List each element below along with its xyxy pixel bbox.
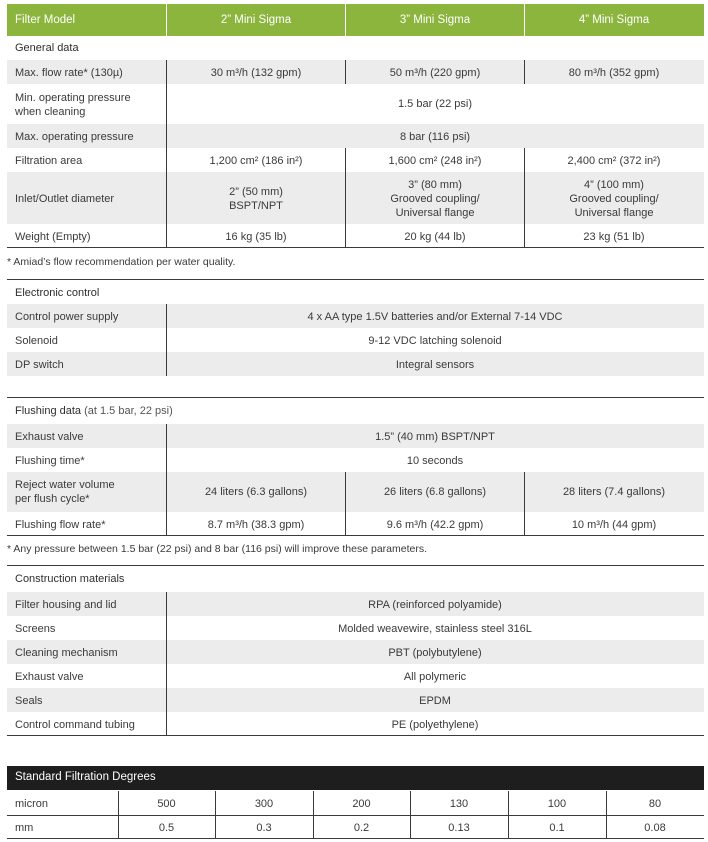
- cell-mm: 0.13: [448, 822, 470, 834]
- table-row-power: [7, 304, 704, 328]
- cell-2inch: 16 kg (35 lb): [225, 231, 287, 243]
- cell-2inch: 24 liters (6.3 gallons): [204, 486, 308, 498]
- cell-2inch: 30 m³/h (132 gpm): [210, 67, 302, 79]
- section-title-general: General data: [15, 42, 79, 54]
- section-title-suffix: (at 1.5 bar, 22 psi): [84, 405, 173, 417]
- section-title-electronic: Electronic control: [15, 287, 100, 299]
- divider: [7, 279, 704, 280]
- cell-span: All polymeric: [403, 671, 467, 683]
- row-label-line1: Reject water volume: [15, 479, 115, 491]
- section-title-flushing: [15, 405, 173, 417]
- row-label: micron: [15, 798, 49, 810]
- column-divider: [524, 472, 525, 536]
- table-row-screens: [7, 616, 704, 640]
- table-row-flushing-flow: [7, 512, 704, 536]
- header-filter-model: Filter Model: [15, 14, 76, 26]
- section-title-construction: Construction materials: [15, 573, 125, 585]
- cell-mm: 0.2: [353, 822, 370, 834]
- footnote-pressure: * Any pressure between 1.5 bar (22 psi) and 8 bar (116 psi) will improve these parameters.: [7, 543, 428, 555]
- header-col-2inch: 2” Mini Sigma: [220, 14, 292, 26]
- divider: [7, 535, 704, 536]
- divider: [7, 247, 704, 248]
- cell-mm: 0.5: [158, 822, 175, 834]
- column-divider: [118, 791, 119, 839]
- column-divider: [166, 60, 167, 248]
- row-label: mm: [15, 822, 34, 834]
- cell-micron: 200: [352, 798, 371, 810]
- cell-3inch: 26 liters (6.8 gallons): [383, 486, 487, 498]
- divider: [7, 565, 704, 566]
- row-label: Filter housing and lid: [15, 599, 117, 611]
- row-label-line1: Min. operating pressure: [15, 92, 131, 104]
- column-divider: [606, 791, 607, 839]
- cell-mm: 0.08: [644, 822, 666, 834]
- row-label: Flushing flow rate*: [15, 519, 106, 531]
- row-label: Screens: [15, 623, 56, 635]
- cell-span: RPA (reinforced polyamide): [368, 599, 502, 611]
- table-row-dp-switch: [7, 352, 704, 376]
- table-row-micron: [7, 791, 704, 815]
- cell-3inch: 1,600 cm² (248 in²): [388, 155, 482, 167]
- table-row-tubing: [7, 712, 704, 736]
- row-label: Max. operating pressure: [15, 131, 134, 143]
- divider: [7, 838, 704, 839]
- cell-4inch-line1: 4” (100 mm): [584, 179, 644, 191]
- row-label: Filtration area: [15, 155, 83, 167]
- cell-micron: 80: [648, 798, 662, 810]
- cell-span: Molded weavewire, stainless steel 316L: [338, 623, 532, 635]
- cell-mm: 0.1: [549, 822, 565, 834]
- row-label: Control command tubing: [15, 719, 135, 731]
- header-col-4inch: 4” Mini Sigma: [578, 14, 650, 26]
- table-row-flushing-time: [7, 448, 704, 472]
- cell-4inch-line3: Universal flange: [574, 207, 654, 219]
- cell-span: PBT (polybutylene): [388, 647, 482, 659]
- column-divider: [215, 791, 216, 839]
- column-divider: [345, 60, 346, 84]
- divider: [7, 735, 704, 736]
- table-row-exhaust-valve: [7, 424, 704, 448]
- column-divider: [345, 148, 346, 248]
- cell-span: EPDM: [419, 695, 451, 707]
- cell-span: 4 x AA type 1.5V batteries and/or External 7-14 VDC: [307, 311, 563, 323]
- degrees-header: [7, 766, 704, 790]
- table-header: [7, 4, 704, 36]
- table-row-filtration-area: [7, 148, 704, 172]
- table-row-cleaning: [7, 640, 704, 664]
- cell-span: PE (polyethylene): [391, 719, 479, 731]
- row-label: Weight (Empty): [15, 231, 91, 243]
- cell-span: 10 seconds: [406, 455, 464, 467]
- row-label: Exhaust valve: [15, 671, 84, 683]
- row-label: Solenoid: [15, 335, 58, 347]
- table-row-max-pressure: [7, 124, 704, 148]
- cell-mm: 0.3: [256, 822, 272, 834]
- cell-2inch: 1,200 cm² (186 in²): [209, 155, 303, 167]
- row-label-line2: per flush cycle*: [15, 493, 90, 505]
- column-divider: [345, 472, 346, 536]
- cell-4inch-line2: Grooved coupling/: [569, 193, 659, 205]
- cell-3inch: 9.6 m³/h (42.2 gpm): [386, 519, 484, 531]
- table-row-housing: [7, 592, 704, 616]
- cell-4inch: 23 kg (51 lb): [583, 231, 645, 243]
- cell-2inch: 8.7 m³/h (38.3 gpm): [207, 519, 305, 531]
- cell-3inch-line2: Grooved coupling/: [390, 193, 480, 205]
- cell-4inch: 10 m³/h (44 gpm): [571, 519, 657, 531]
- cell-micron: 130: [449, 798, 469, 810]
- cell-4inch: 80 m³/h (352 gpm): [568, 67, 660, 79]
- row-label: Control power supply: [15, 311, 119, 323]
- degrees-title: Standard Filtration Degrees: [15, 771, 156, 783]
- cell-2inch-line2: BSPT/NPT: [229, 200, 283, 212]
- section-title-text: Flushing data: [15, 405, 82, 417]
- divider: [7, 397, 704, 398]
- table-row-reject-water: [7, 472, 704, 512]
- cell-4inch: 28 liters (7.4 gallons): [562, 486, 666, 498]
- cell-span: Integral sensors: [395, 359, 475, 371]
- cell-span: 1.5 bar (22 psi): [398, 98, 472, 110]
- table-row-exhaust: [7, 664, 704, 688]
- column-divider: [524, 60, 525, 84]
- row-label: DP switch: [15, 359, 64, 371]
- column-divider: [166, 304, 167, 376]
- table-row-mm: [7, 816, 704, 839]
- row-label-line2: when cleaning: [15, 106, 86, 118]
- column-divider: [508, 791, 509, 839]
- table-row-weight: [7, 224, 704, 248]
- cell-micron: 300: [254, 798, 274, 810]
- row-label: Flushing time*: [15, 455, 85, 467]
- table-row-solenoid: [7, 328, 704, 352]
- column-divider: [313, 791, 314, 839]
- row-label: Inlet/Outlet diameter: [15, 193, 115, 205]
- footnote-flow: * Amiad’s flow recommendation per water quality.: [7, 256, 236, 268]
- row-label: Seals: [15, 695, 43, 707]
- cell-3inch: 20 kg (44 lb): [404, 231, 466, 243]
- cell-micron: 500: [157, 798, 176, 810]
- cell-4inch: 2,400 cm² (372 in²): [567, 155, 661, 167]
- cell-span: 1.5” (40 mm) BSPT/NPT: [375, 431, 495, 443]
- row-label: Cleaning mechanism: [15, 647, 118, 659]
- column-divider: [410, 791, 411, 839]
- cell-3inch: 50 m³/h (220 gpm): [389, 67, 481, 79]
- cell-2inch-line1: 2” (50 mm): [229, 186, 283, 198]
- table-row-max-flow: [7, 60, 704, 84]
- column-divider: [166, 592, 167, 736]
- table-row-inlet-outlet: [7, 172, 704, 224]
- column-divider: [166, 424, 167, 536]
- row-label: Max. flow rate* (130µ): [15, 67, 123, 79]
- table-row-min-pressure: [7, 84, 704, 124]
- row-label: Exhaust valve: [15, 431, 84, 443]
- column-divider: [524, 148, 525, 248]
- cell-3inch-line3: Universal flange: [395, 207, 475, 219]
- cell-micron: 100: [547, 798, 567, 810]
- table-row-seals: [7, 688, 704, 712]
- cell-span: 9-12 VDC latching solenoid: [368, 335, 502, 347]
- header-col-3inch: 3” Mini Sigma: [399, 14, 471, 26]
- cell-3inch-line1: 3” (80 mm): [408, 179, 462, 191]
- cell-span: 8 bar (116 psi): [399, 131, 471, 143]
